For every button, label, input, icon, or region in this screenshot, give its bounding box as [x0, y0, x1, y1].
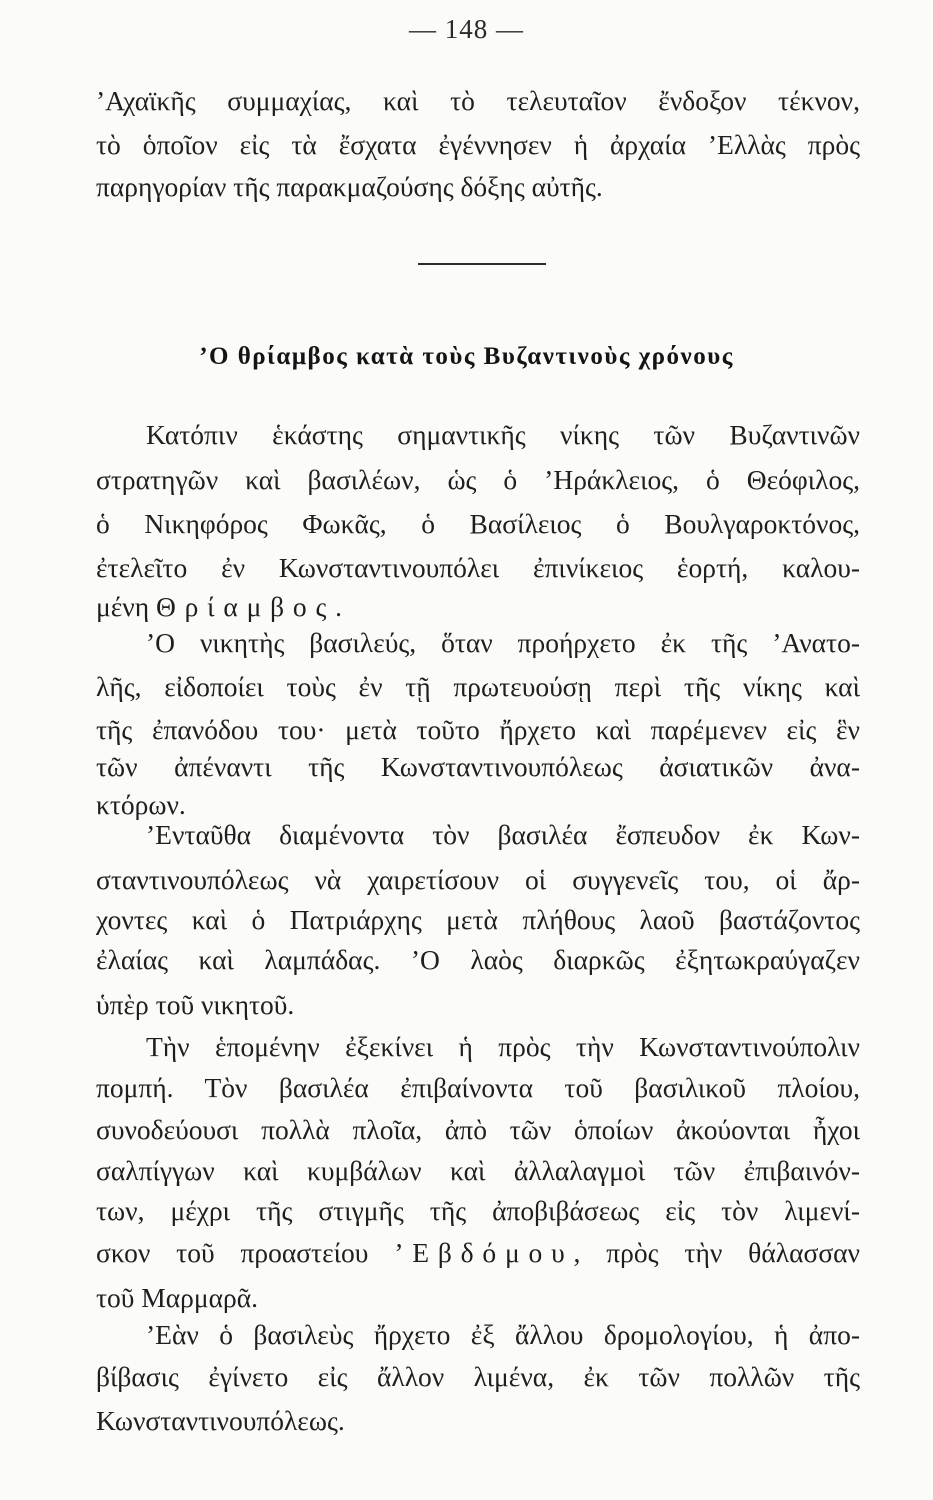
p2-line-1: ’Ο νικητὴς βασιλεύς, ὅταν προήρχετο ἐκ τῆς ’Ανατο-: [146, 627, 860, 658]
p4-line-7: τοῦ Μαρμαρᾶ.: [96, 1282, 259, 1313]
p2-line-4: τῶν ἀπέναντι τῆς Κωνσταντινουπόλεως ἀσιατικῶν ἀνα-: [96, 751, 860, 782]
p3-line-3: χοντες καὶ ὁ Πατριάρχης μετὰ πλήθους λαοῦ βαστάζοντος: [96, 904, 860, 935]
p1-line-1: Κατόπιν ἑκάστης σημαντικῆς νίκης τῶν Βυζαντινῶν: [146, 419, 860, 450]
p1-line-4: ἐτελεῖτο ἐν Κωνσταντινουπόλει ἐπινίκειος ἑορτή, καλου-: [96, 552, 860, 583]
p1-line-3: ὁ Νικηφόρος Φωκᾶς, ὁ Βασίλειος ὁ Βουλγαροκτόνος,: [96, 508, 860, 539]
p2-line-3: τῆς ἐπανόδου του· μετὰ τοῦτο ἤρχετο καὶ παρέμενεν εἰς ἓν: [96, 714, 860, 745]
p3-line-2: σταντινουπόλεως νὰ χαιρετίσουν οἱ συγγενεῖς του, οἱ ἄρ-: [96, 864, 860, 895]
p1-line-5-suffix: .: [335, 591, 343, 622]
page-number: — 148 —: [409, 14, 524, 44]
p5-line-2: βίβασις ἐγίνετο εἰς ἄλλον λιμένα, ἐκ τῶν πολλῶν τῆς: [96, 1361, 860, 1392]
section-separator-rule: [418, 263, 546, 265]
p2-line-5: κτόρων.: [96, 789, 186, 820]
p3-line-4: ἐλαίας καὶ λαμπάδας. ’Ο λαὸς διαρκῶς ἐξητωκραύγαζεν: [96, 944, 860, 975]
spaced-word-evdomou: ’Εβδόμου: [394, 1237, 574, 1268]
p5-line-1: ’Εὰν ὁ βασιλεὺς ἤρχετο ἐξ ἄλλου δρομολογίου, ἡ ἀπο-: [146, 1319, 860, 1350]
p4-line-6-prefix: σκον τοῦ προαστείου: [96, 1237, 395, 1268]
intro-line-2: τὸ ὁποῖον εἰς τὰ ἔσχατα ἐγέννησεν ἡ ἀρχαία ’Ελλὰς πρὸς: [96, 129, 860, 160]
p2-line-2: λῆς, εἰδοποίει τοὺς ἐν τῇ πρωτευούσῃ περὶ τῆς νίκης καὶ: [96, 671, 860, 702]
p3-line-5: ὑπὲρ τοῦ νικητοῦ.: [96, 989, 295, 1020]
section-heading: ’Ο θρίαμβος κατὰ τοὺς Βυζαντινοὺς χρόνους: [199, 343, 734, 370]
p1-line-2: στρατηγῶν καὶ βασιλέων, ὡς ὁ ’Ηράκλειος, ὁ Θεόφιλος,: [96, 464, 860, 495]
spaced-word-thriambos: Θρίαμβος: [155, 591, 336, 622]
p4-line-4: σαλπίγγων καὶ κυμβάλων καὶ ἀλλαλαγμοὶ τῶν ἐπιβαινόν-: [96, 1155, 860, 1186]
p1-line-5: [96, 590, 860, 624]
p4-line-3: συνοδεύουσι πολλὰ πλοῖα, ἀπὸ τῶν ὁποίων ἀκούονται ἦχοι: [96, 1114, 860, 1145]
p5-line-3: Κωνσταντινουπόλεως.: [96, 1405, 345, 1436]
p4-line-1: Τὴν ἑπομένην ἐξεκίνει ἡ πρὸς τὴν Κωνσταντινούπολιν: [146, 1031, 860, 1062]
p3-line-1: ’Ενταῦθα διαμένοντα τὸν βασιλέα ἔσπευδον ἐκ Κων-: [146, 819, 860, 850]
p4-line-6-suffix: , πρὸς τὴν θάλασσαν: [573, 1237, 860, 1268]
p1-line-5-prefix: μένη: [96, 591, 156, 622]
intro-line-1: ’Αχαϊκῆς συμμαχίας, καὶ τὸ τελευταῖον ἔνδοξον τέκνον,: [96, 85, 860, 116]
intro-line-3: παρηγορίαν τῆς παρακμαζούσης δόξης αὐτῆς.: [96, 171, 603, 202]
p4-line-5: των, μέχρι τῆς στιγμῆς τῆς ἀποβιβάσεως εἰς τὸν λιμενί-: [96, 1195, 860, 1226]
p4-line-2: πομπή. Τὸν βασιλέα ἐπιβαίνοντα τοῦ βασιλικοῦ πλοίου,: [96, 1072, 860, 1103]
p4-line-6: [96, 1236, 860, 1270]
